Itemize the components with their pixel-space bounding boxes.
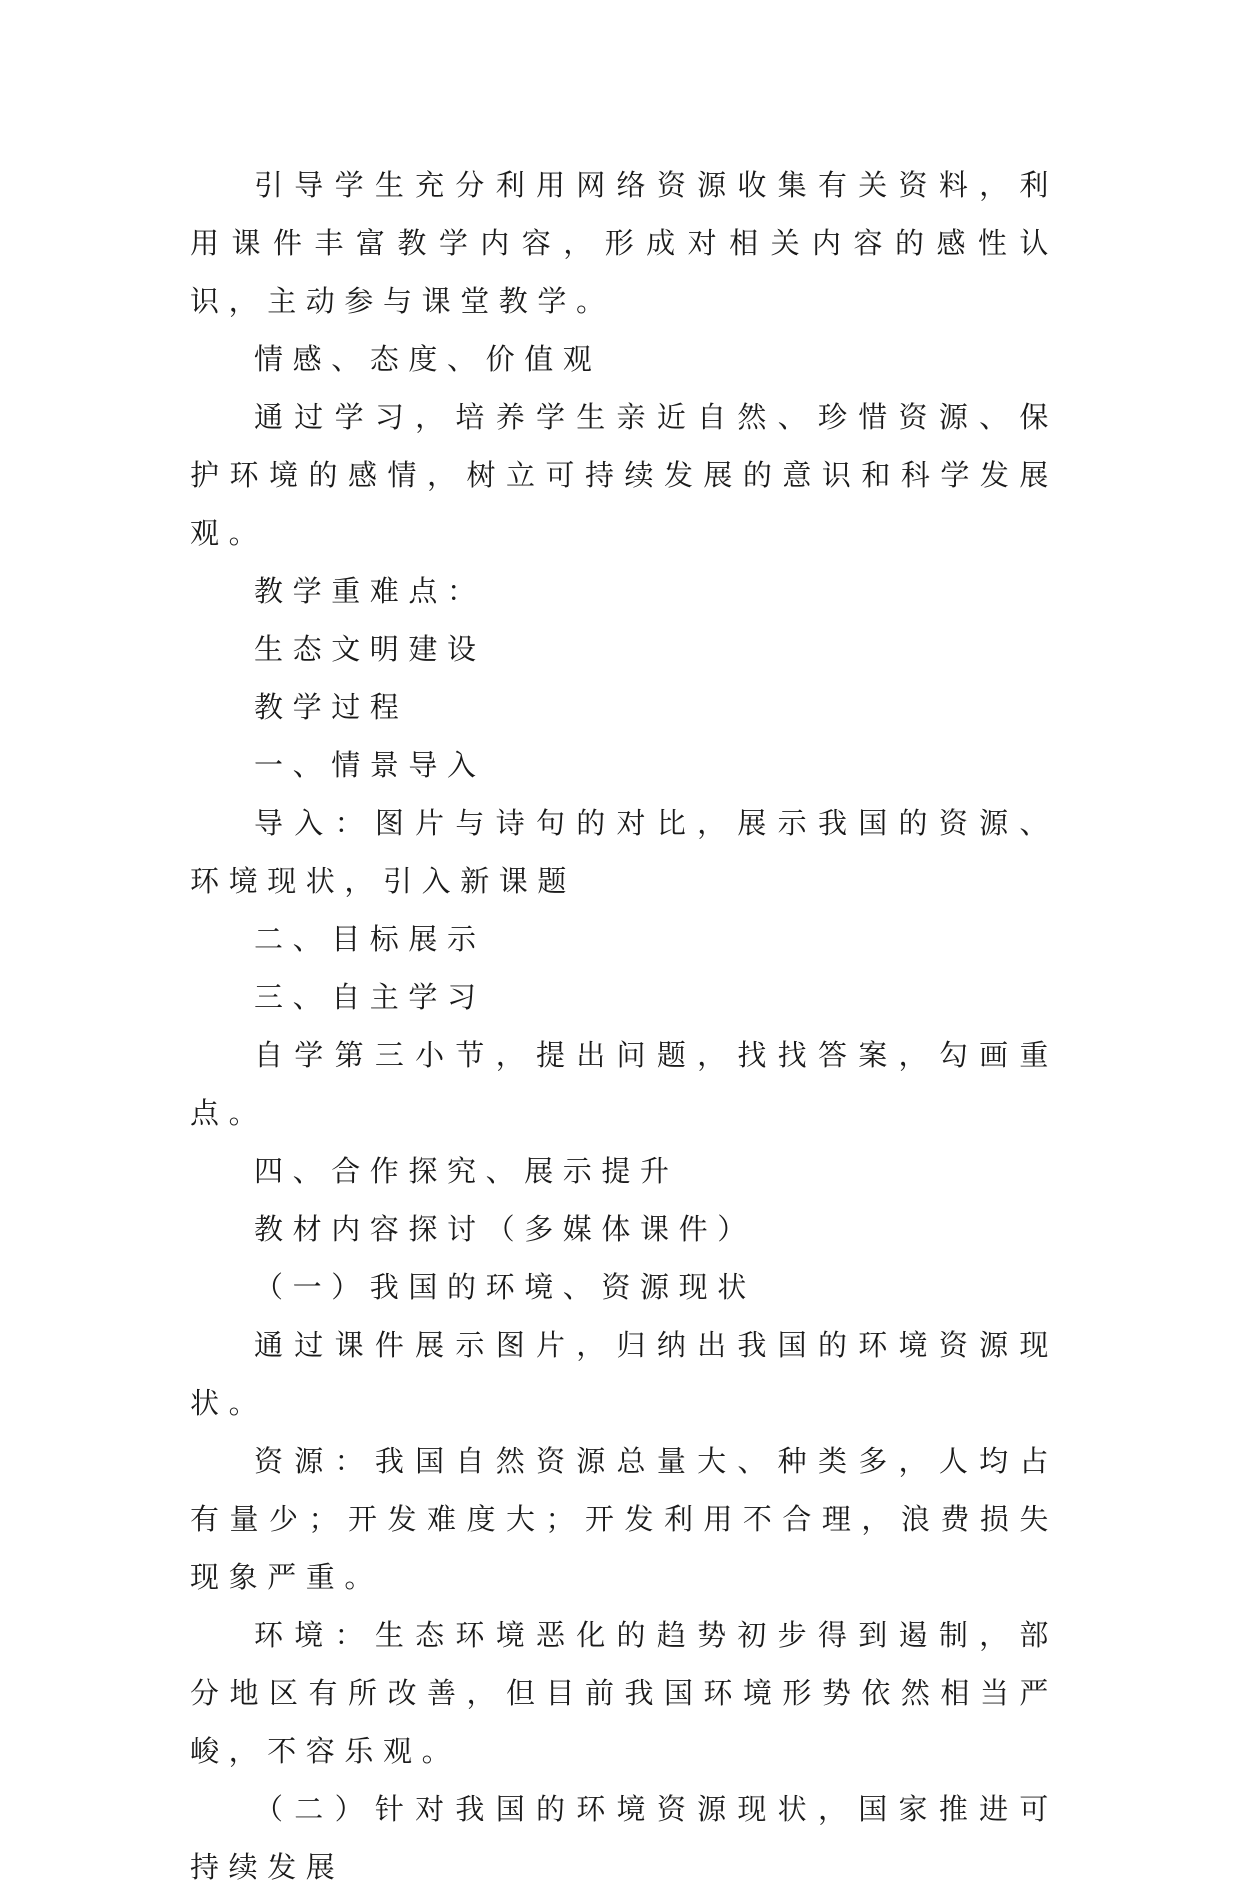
paragraph-teaching-method: 引导学生充分利用网络资源收集有关资料，利用课件丰富教学内容，形成对相关内容的感性认识，主动参与课堂教学。	[190, 168, 1058, 318]
paragraph-subsection-1: （一）我国的环境、资源现状	[254, 1270, 756, 1304]
paragraph-material-discussion: 教材内容探讨（多媒体课件）	[254, 1212, 756, 1246]
paragraph-courseware-summary: 通过课件展示图片，归纳出我国的环境资源现状。	[190, 1328, 1058, 1420]
paragraph-self-study: 自学第三小节，提出问题，找找答案，勾画重点。	[190, 1038, 1058, 1130]
paragraph-introduction: 导入：图片与诗句的对比，展示我国的资源、环境现状，引入新课题	[190, 806, 1058, 898]
paragraph-resources: 资源：我国自然资源总量大、种类多，人均占有量少；开发难度大；开发利用不合理，浪费损失现象严重。	[190, 1444, 1058, 1594]
document-body	[190, 156, 1058, 1896]
paragraph-process-heading: 教学过程	[254, 690, 409, 724]
paragraph-section-1: 一、情景导入	[254, 748, 486, 782]
paragraph-values-heading: 情感、态度、价值观	[254, 342, 602, 376]
paragraph-section-3: 三、自主学习	[254, 980, 486, 1014]
paragraph-key-point: 生态文明建设	[254, 632, 486, 666]
paragraph-key-points-heading: 教学重难点：	[254, 574, 486, 608]
paragraph-section-2: 二、目标展示	[254, 922, 486, 956]
paragraph-subsection-2: （二）针对我国的环境资源现状，国家推进可持续发展	[190, 1792, 1058, 1884]
paragraph-values-goal: 通过学习，培养学生亲近自然、珍惜资源、保护环境的感情，树立可持续发展的意识和科学发展观。	[190, 400, 1058, 550]
paragraph-section-4: 四、合作探究、展示提升	[254, 1154, 679, 1188]
paragraph-environment: 环境：生态环境恶化的趋势初步得到遏制，部分地区有所改善，但目前我国环境形势依然相当严峻，不容乐观。	[190, 1618, 1058, 1768]
